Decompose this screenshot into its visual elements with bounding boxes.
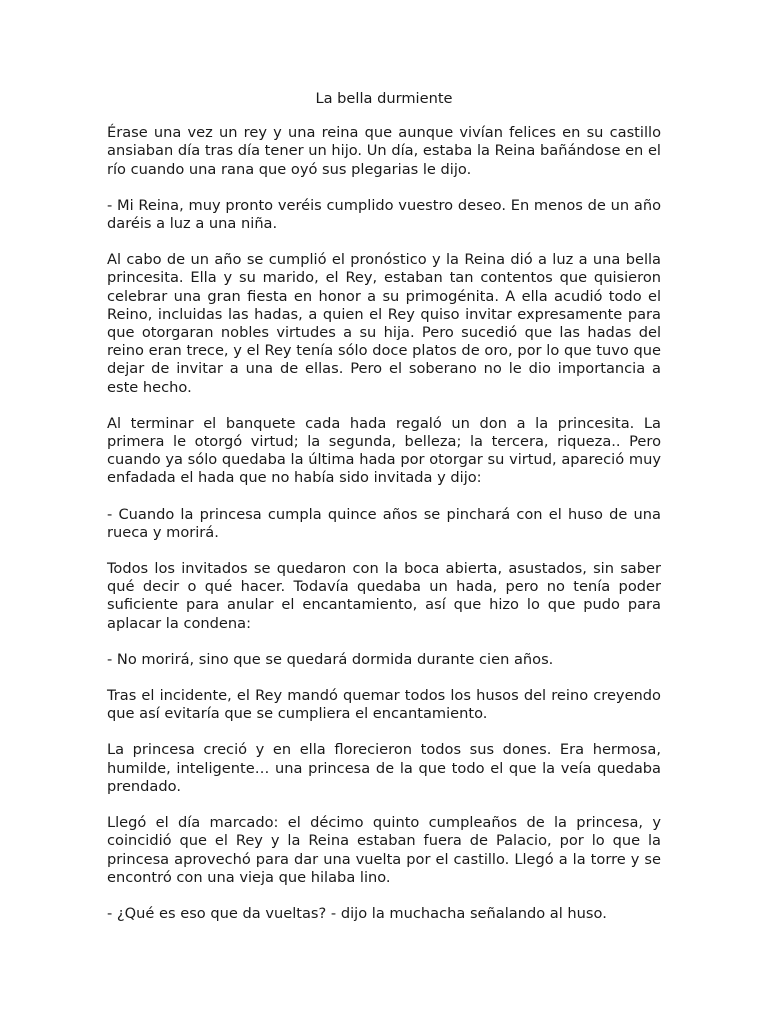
- paragraph-1: Érase una vez un rey y una reina que aunque vivían felices en su castillo ansiaban día tras día tener un hijo. Un día, estaba la Reina bañándose en el río cuando una rana que oyó sus plegarias le dijo.: [107, 124, 661, 178]
- paragraph-9: La princesa creció y en ella florecieron todos sus dones. Era hermosa, humilde, inteligente… una princesa de la que todo el que la veía quedaba prendado.: [107, 741, 661, 795]
- paragraph-8: Tras el incidente, el Rey mandó quemar todos los husos del reino creyendo que así evitaría que se cumpliera el encantamiento.: [107, 687, 661, 723]
- paragraph-3: Al cabo de un año se cumplió el pronóstico y la Reina dió a luz a una bella princesita. Ella y su marido, el Rey, estaban tan contentos que quisieron celebrar una gran fiesta en honor a su primogénita. A ella acudió todo el Reino, incluidas las hadas, a quien el Rey quiso invitar expresamente para que otorgaran nobles virtudes a su hija. Pero sucedió que las hadas del reino eran trece, y el Rey tenía sólo doce platos de oro, por lo que tuvo que dejar de invitar a una de ellas. Pero el soberano no le dio importancia a este hecho.: [107, 251, 661, 396]
- document-page: [107, 90, 661, 941]
- document-title: La bella durmiente: [315, 90, 453, 107]
- paragraph-4: Al terminar el banquete cada hada regaló un don a la princesita. La primera le otorgó virtud; la segunda, belleza; la tercera, riqueza.. Pero cuando ya sólo quedaba la última hada por otorgar su virtud, apareció muy enfadada el hada que no había sido invitada y dijo:: [107, 414, 661, 487]
- paragraph-2: - Mi Reina, muy pronto veréis cumplido vuestro deseo. En menos de un año daréis a luz a una niña.: [107, 196, 661, 233]
- paragraph-6: Todos los invitados se quedaron con la boca abierta, asustados, sin saber qué decir o qué hacer. Todavía quedaba un hada, pero no tenía poder suficiente para anular el encantamiento, así que hizo lo que pudo para aplacar la condena:: [107, 560, 661, 632]
- paragraph-11: - ¿Qué es eso que da vueltas? - dijo la muchacha señalando al huso.: [107, 904, 607, 922]
- paragraph-10: Llegó el día marcado: el décimo quinto cumpleaños de la princesa, y coincidió que el Rey y la Reina estaban fuera de Palacio, por lo que la princesa aprovechó para dar una vuelta por el castillo. Llegó a la torre y se encontró con una vieja que hilaba lino.: [107, 814, 661, 886]
- paragraph-5: - Cuando la princesa cumpla quince años se pinchará con el huso de una rueca y morirá.: [107, 505, 661, 541]
- paragraph-7: - No morirá, sino que se quedará dormida durante cien años.: [107, 650, 554, 668]
